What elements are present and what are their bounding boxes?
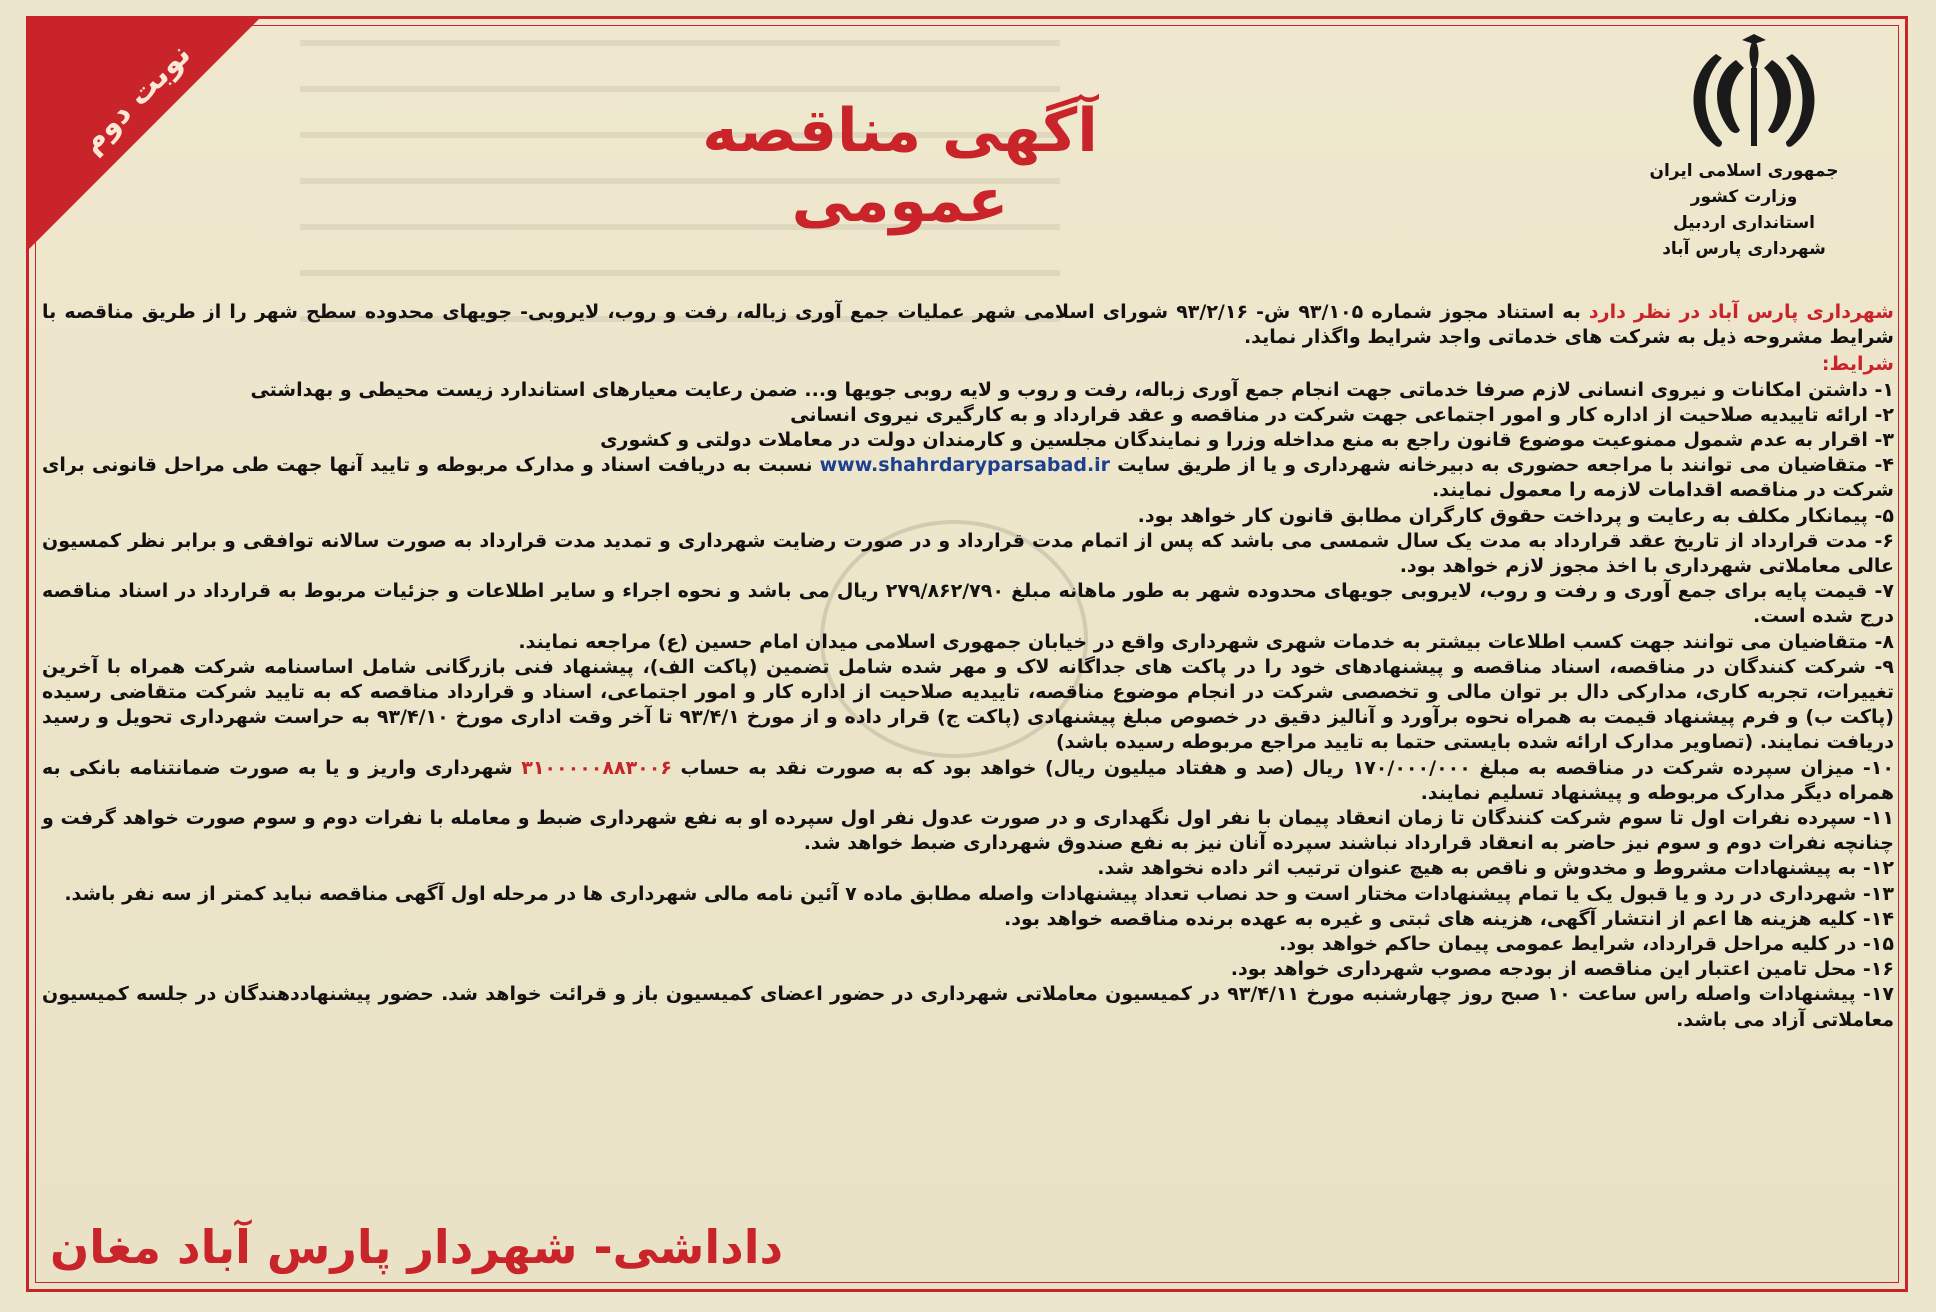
condition-5: ۵- پیمانکار مکلف به رعایت و پرداخت حقوق کارگران مطابق قانون کار خواهد بود. [1137,504,1894,527]
issuer-province: استانداری اردبیل [1672,213,1816,233]
condition-11: ۱۱- سپرده نفرات اول تا سوم شرکت کنندگان تا زمان انعقاد پیمان با نفر اول نگهداری و در صورت عدول نفر اول سپرده او به نفع شهرداری ضبط و معامله با نفرات دوم و سوم صورت خواهد گرفت و چنانچه نفرات دوم و سوم نیز حاضر به انعقاد قرارداد نباشند سپرده آنان نیز به نفع صندوق شهرداری ضبط خواهد شد. [42,807,1894,855]
iran-emblem-icon [1684,30,1824,160]
condition-16: ۱۶- محل تامین اعتبار این مناقصه از بودجه مصوب شهرداری خواهد بود. [1230,958,1894,981]
issuer-country: جمهوری اسلامی ایران [1649,161,1839,181]
page-title: آگهی مناقصه عمومی [702,96,1098,236]
condition-10 [42,756,1894,806]
condition-8: ۸- متقاضیان می توانند جهت کسب اطلاعات بیشتر به خدمات شهری شهرداری واقع در خیابان جمهوری اسلامی میدان امام حسین (ع) مراجعه نمایند. [518,630,1894,653]
conditions-heading: شرایط: [1821,353,1894,376]
condition-3: ۳- اقرار به عدم شمول ممنوعیت موضوع قانون راجع به منع مداخله وزرا و نمایندگان مجلسین و کارمندان دولت در معاملات دولتی و کشوری [600,429,1894,452]
condition-17: ۱۷- پیشنهادات واصله راس ساعت ۱۰ صبح روز چهارشنبه مورخ ۹۳/۴/۱۱ در کمیسیون معاملاتی شهرداری در حضور اعضای کمیسیون باز و قرائت خواهد شد. حضور پیشنهاددهندگان در جلسه کمیسیون معاملاتی آزاد می باشد. [42,983,1895,1031]
condition-9: ۹- شرکت کنندگان در مناقصه، اسناد مناقصه و پیشنهادهای خود را در پاکت های جداگانه لاک و مهر شده شامل تضمین (پاکت الف)، پیشنهاد فنی بازرگانی شامل اساسنامه شرکت همراه با آخرین تغییرات، تجربه کاری، مدارکی دال بر توان مالی و تخصصی شرکت در انجام موضوع مناقصه، تاییدیه صلاحیت از اداره کار و امور اجتماعی، اسناد و قرارداد مناقصه که به تایید شرکت متقاضی رسیده (پاکت ب) و فرم پیشنهاد قیمت به همراه نحوه برآورد و آنالیز دقیق در خصوص مبلغ پیشنهادی (پاکت ج) قرار داده و از مورخ ۹۳/۴/۱ تا آخر وقت اداری مورخ ۹۳/۴/۱۰ به حراست شهرداری تحویل و رسید دریافت نمایند. (تصاویر مدارک ارائه شده بایستی حتما به تایید مراجع مربوطه رسیده باشد) [42,655,1894,754]
intro-paragraph [42,300,1894,350]
condition-4-text-end: نسبت به دریافت اسناد و مدارک مربوطه و تایید آنها جهت طی مراحل قانونی برای شرکت در مناقصه اقدامات لازمه را معمول نمایند. [42,454,1894,502]
condition-14: ۱۴- کلیه هزینه ها اعم از انتشار آگهی، هزینه های ثبتی و غیره به عهده برنده مناقصه خواهد بود. [1004,907,1894,930]
corner-ribbon [29,19,279,269]
condition-13: ۱۳- شهرداری در رد و یا قبول یک یا تمام پیشنهادات مختار است و حد نصاب تعداد پیشنهادات واصله مطابق ماده ۷ آئین نامه مالی شهرداری ها در مرحله اول آگهی مناقصه نباید کمتر از سه نفر باشد. [64,882,1894,905]
intro-lead: شهرداری پارس آباد در نظر دارد [1588,301,1894,323]
condition-10-text-end: شهرداری واریز و یا به صورت ضمانتنامه بانکی به همراه دیگر مدارک مربوطه و پیشنهاد تسلیم نمایند. [42,756,1894,804]
signature: داداشی- شهردار پارس آباد مغان [50,1220,784,1274]
intro-text: به استناد مجوز شماره ۹۳/۱۰۵ ش- ۹۳/۲/۱۶ شورای اسلامی شهر عملیات جمع آوری زباله، رفت و روب، لایروبی- جویهای محدوده سطح شهر را از طریق مناقصه با شرایط مشروحه ذیل به شرکت های خدماتی واجد شرایط واگذار نماید. [42,301,1894,349]
issuer-ministry: وزارت کشور [1690,187,1798,207]
condition-6: ۶- مدت قرارداد از تاریخ عقد قرارداد به مدت یک سال شمسی می باشد که پس از اتمام مدت قرارداد و در صورت رضایت شهرداری و تمدید مدت قرارداد به صورت سالانه توافقی و برابر نظر کمسیون عالی معاملاتی شهرداری با اخذ مجوز لازم خواهد بود. [42,529,1894,578]
condition-12: ۱۲- به پیشنهادات مشروط و مخدوش و ناقص به هیچ عنوان ترتیب اثر داده نخواهد شد. [1097,857,1894,880]
condition-1: ۱- داشتن امکانات و نیروی انسانی لازم صرفا خدماتی جهت انجام جمع آوری زباله، رفت و روب و لایه روبی جویها و... ضمن رعایت معیارهای استاندارد زیست محیطی و بهداشتی [250,378,1894,401]
condition-15: ۱۵- در کلیه مراحل قرارداد، شرایط عمومی پیمان حاکم خواهد بود. [1279,933,1894,956]
issuer-block [1644,158,1844,262]
ad-body [42,300,1894,1033]
condition-4 [42,453,1894,503]
condition-4-text: ۴- متقاضیان می توانند با مراجعه حضوری به دبیرخانه شهرداری و یا از طریق سایت [1110,454,1894,477]
condition-2: ۲- ارائه تاییدیه صلاحیت از اداره کار و امور اجتماعی جهت شرکت در مناقصه و عقد قرارداد و به کارگیری نیروی انسانی [790,403,1894,426]
account-number: ۳۱۰۰۰۰۰۸۸۳۰۰۶ [521,756,672,779]
ribbon-label: نوبت دوم [74,36,198,161]
website-link[interactable]: www.shahrdaryparsabad.ir [819,454,1111,477]
issuer-municipality: شهرداری پارس آباد [1662,239,1826,259]
condition-10-text: ۱۰- میزان سپرده شرکت در مناقصه به مبلغ ۱۷۰/۰۰۰/۰۰۰ ریال (صد و هفتاد میلیون ریال) خواهد بود که به صورت نقد به حساب [671,756,1894,779]
condition-7: ۷- قیمت پایه برای جمع آوری و رفت و روب، لایروبی جویهای محدوده شهر به طور ماهانه مبلغ ۲۷۹/۸۶۲/۷۹۰ ریال می باشد و نحوه اجراء و سایر اطلاعات و جزئیات مربوط به قرارداد در اسناد مناقصه درج شده است. [42,580,1895,628]
